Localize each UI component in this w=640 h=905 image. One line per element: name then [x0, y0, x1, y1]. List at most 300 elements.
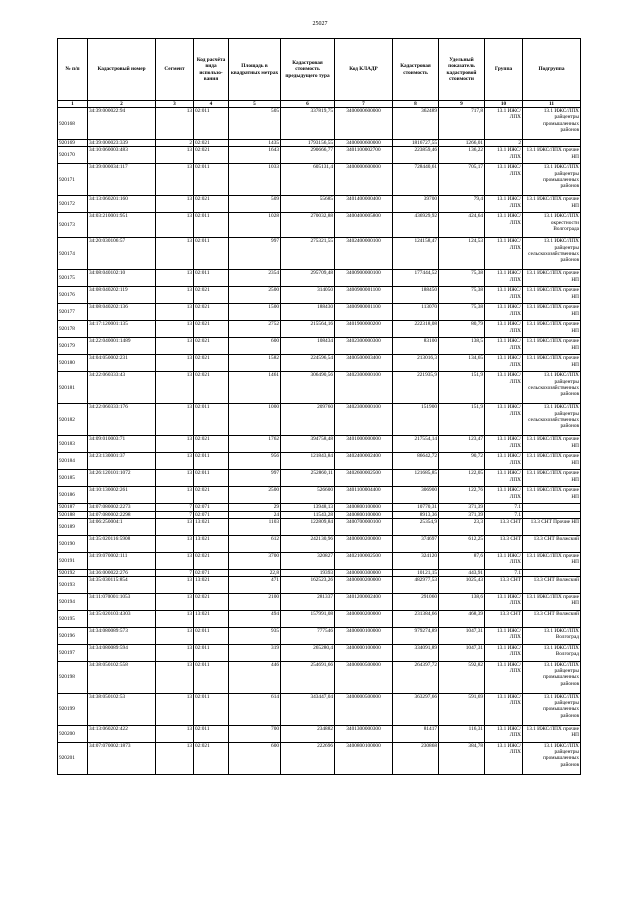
prev-cost-cell: 337819,75	[281, 108, 335, 140]
prev-cost-cell: 234882	[281, 726, 335, 743]
table-row	[58, 694, 581, 726]
specific-cost-cell: 151,9	[439, 372, 485, 404]
cadastral-number-cell: 34:22:060333:43	[88, 372, 156, 404]
table-row	[58, 404, 581, 436]
subgroup-cell: 13.1 ИЖС/ЛПХ райцентры сельскохозяйственных районов	[523, 404, 581, 436]
prev-cost-cell: 394758,48	[281, 436, 335, 453]
area-cell: 505	[229, 108, 281, 140]
subgroup-cell: 13.1 ИЖС/ЛПХ прочие НП	[523, 270, 581, 287]
group-cell: 13.1 ИЖС/ЛПХ	[485, 628, 523, 645]
header-subgroup: Подгруппа	[523, 39, 581, 101]
specific-cost-cell: 122,76	[439, 487, 485, 504]
calc-code-cell: 02:021	[194, 743, 229, 775]
cadastral-number-cell: 34:19:070002:111	[88, 552, 156, 569]
calc-code-cell: 02:011	[194, 238, 229, 270]
segment-cell: 13	[156, 470, 194, 487]
prev-cost-cell: 320827	[281, 552, 335, 569]
column-number: 3	[156, 101, 194, 108]
subgroup-cell	[523, 504, 581, 511]
table-row	[58, 196, 581, 213]
kladr-code-cell: 3400800100000	[335, 504, 393, 511]
specific-cost-cell: 468,39	[439, 611, 485, 628]
cadastral-number-cell: 34:20:030106:57	[88, 238, 156, 270]
column-number: 4	[194, 101, 229, 108]
segment-cell: 13	[156, 487, 194, 504]
cost-cell: 306900	[393, 487, 439, 504]
segment-cell: 13	[156, 164, 194, 196]
group-cell: 7.1	[485, 504, 523, 511]
subgroup-cell: 13.3 СНТ Волжский	[523, 611, 581, 628]
subgroup-cell: 13.1 ИЖС/ЛПХ райцентры промышленных районов	[523, 694, 581, 726]
prev-cost-cell: 242130,96	[281, 535, 335, 552]
area-cell: 1461	[229, 372, 281, 404]
group-cell: 7.1	[485, 569, 523, 576]
header-row	[58, 39, 581, 101]
table-row	[58, 511, 581, 518]
specific-cost-cell: 122,05	[439, 470, 485, 487]
header-group: Группа	[485, 39, 523, 101]
row-number-cell: 920182	[58, 404, 88, 436]
header-cad-number: Кадастровый номер	[88, 39, 156, 101]
prev-cost-cell: 13948,13	[281, 504, 335, 511]
kladr-code-cell: 3402300000100	[335, 372, 393, 404]
cadastral-number-cell: 34:26:120101:1072	[88, 470, 156, 487]
kladr-code-cell: 3400900001100	[335, 287, 393, 304]
segment-cell: 13	[156, 662, 194, 694]
calc-code-cell: 13:021	[194, 518, 229, 535]
cadastral-number-cell: 34:09:010003:71	[88, 436, 156, 453]
area-cell: 1643	[229, 147, 281, 164]
cadastral-number-cell: 34:36:000022:276	[88, 569, 156, 576]
cadastral-number-cell: 34:07:080002:2298	[88, 511, 156, 518]
cadastral-number-cell: 34:06:250004:1	[88, 518, 156, 535]
group-cell: 13.1 ИЖС/ЛПХ	[485, 196, 523, 213]
group-cell: 13.1 ИЖС/ЛПХ	[485, 470, 523, 487]
segment-cell: 13	[156, 535, 194, 552]
prev-cost-cell: 215564,16	[281, 321, 335, 338]
area-cell: 612	[229, 535, 281, 552]
calc-code-cell: 02:021	[194, 196, 229, 213]
cadastral-number-cell: 34:11:070001:1053	[88, 594, 156, 611]
subgroup-cell: 13.1 ИЖС/ЛПХ прочие НП	[523, 355, 581, 372]
specific-cost-cell: 116,31	[439, 726, 485, 743]
subgroup-cell: 13.1 ИЖС/ЛПХ прочие НП	[523, 321, 581, 338]
row-number-cell: 920195	[58, 611, 88, 628]
specific-cost-cell: 384,78	[439, 743, 485, 775]
area-cell: 600	[229, 338, 281, 355]
cost-cell: 291060	[393, 594, 439, 611]
specific-cost-cell: 124,53	[439, 238, 485, 270]
row-number-cell: 920188	[58, 511, 88, 518]
group-cell: 13.1 ИЖС/ЛПХ	[485, 662, 523, 694]
cost-cell: 83100	[393, 338, 439, 355]
kladr-code-cell: 3400000600000	[335, 140, 393, 147]
group-cell: 2	[485, 140, 523, 147]
cadastral-number-cell: 34:35:020116:5908	[88, 535, 156, 552]
cost-cell: 334091,89	[393, 645, 439, 662]
calc-code-cell: 02:021	[194, 321, 229, 338]
kladr-code-cell: 3400000600000	[335, 164, 393, 196]
table-body	[58, 108, 581, 775]
cost-cell: 10770,31	[393, 504, 439, 511]
subgroup-cell	[523, 569, 581, 576]
subgroup-cell: 13.1 ИЖС/ЛПХ прочие НП	[523, 726, 581, 743]
specific-cost-cell: 79,4	[439, 196, 485, 213]
cost-cell: 8913,36	[393, 511, 439, 518]
prev-cost-cell: 55685	[281, 196, 335, 213]
specific-cost-cell: 138,5	[439, 338, 485, 355]
specific-cost-cell: 717,8	[439, 108, 485, 140]
specific-cost-cell: 371,39	[439, 511, 485, 518]
column-number: 7	[335, 101, 393, 108]
row-number-cell: 920192	[58, 569, 88, 576]
specific-cost-cell: 80,79	[439, 321, 485, 338]
cadastral-number-cell: 34:39:000023:339	[88, 140, 156, 147]
subgroup-cell: 13.1 ИЖС/ЛПХ прочие НП	[523, 196, 581, 213]
kladr-code-cell: 3400000500000	[335, 694, 393, 726]
group-cell: 13.1 ИЖС/ЛПХ	[485, 287, 523, 304]
specific-cost-cell: 1266,01	[439, 140, 485, 147]
segment-cell: 13	[156, 611, 194, 628]
group-cell: 13.1 ИЖС/ЛПХ	[485, 164, 523, 196]
kladr-code-cell: 3402300000300	[335, 338, 393, 355]
calc-code-cell: 02:011	[194, 645, 229, 662]
cost-cell: 362489	[393, 108, 439, 140]
table-row	[58, 726, 581, 743]
prev-cost-cell: 162523,26	[281, 577, 335, 594]
prev-cost-cell: 295709,48	[281, 270, 335, 287]
specific-cost-cell: 705,17	[439, 164, 485, 196]
area-cell: 3700	[229, 552, 281, 569]
table-row	[58, 504, 581, 511]
cost-cell: 363297,66	[393, 694, 439, 726]
table-row	[58, 147, 581, 164]
prev-cost-cell: 19393	[281, 569, 335, 576]
header-kladr: Код КЛАДР	[335, 39, 393, 101]
kladr-code-cell: 3402400000100	[335, 238, 393, 270]
group-cell: 13.1 ИЖС/ЛПХ	[485, 726, 523, 743]
row-number-cell: 920194	[58, 594, 88, 611]
area-cell: 1000	[229, 404, 281, 436]
segment-cell: 13	[156, 196, 194, 213]
area-cell: 24	[229, 511, 281, 518]
group-cell: 13.1 ИЖС/ЛПХ	[485, 355, 523, 372]
group-cell: 13.1 ИЖС/ЛПХ	[485, 270, 523, 287]
subgroup-cell: 13.1 ИЖС/ЛПХ окрестности Волгограда	[523, 213, 581, 238]
cost-cell: 436929,92	[393, 213, 439, 238]
table-row	[58, 518, 581, 535]
header-area: Площадь в квадратных метрах	[229, 39, 281, 101]
row-number-cell: 920198	[58, 662, 88, 694]
row-number-cell: 920172	[58, 196, 88, 213]
prev-cost-cell: 1793156,55	[281, 140, 335, 147]
row-number-cell: 920177	[58, 304, 88, 321]
row-number-cell: 920168	[58, 108, 88, 140]
calc-code-cell: 02:021	[194, 372, 229, 404]
subgroup-cell: 13.1 ИЖС/ЛПХ райцентры сельскохозяйственных районов	[523, 238, 581, 270]
calc-code-cell: 02:011	[194, 270, 229, 287]
group-cell: 13.1 ИЖС/ЛПХ	[485, 552, 523, 569]
cadastral-table	[57, 38, 581, 775]
kladr-code-cell: 3400700000100	[335, 518, 393, 535]
page-number: 25027	[312, 21, 328, 27]
table-row	[58, 355, 581, 372]
row-number-cell: 920184	[58, 453, 88, 470]
cost-cell: 10121,15	[393, 569, 439, 576]
segment-cell: 13	[156, 321, 194, 338]
prev-cost-cell: 306490,56	[281, 372, 335, 404]
area-cell: 700	[229, 726, 281, 743]
cost-cell: 979274,89	[393, 628, 439, 645]
kladr-code-cell: 3401100002700	[335, 147, 393, 164]
calc-code-cell: 02:011	[194, 726, 229, 743]
table-row	[58, 487, 581, 504]
segment-cell: 13	[156, 338, 194, 355]
table-row	[58, 453, 581, 470]
cadastral-number-cell: 34:34:080089:594	[88, 645, 156, 662]
area-cell: 935	[229, 628, 281, 645]
table-row	[58, 372, 581, 404]
segment-cell: 13	[156, 453, 194, 470]
segment-cell: 13	[156, 577, 194, 594]
prev-cost-cell: 777546	[281, 628, 335, 645]
table-row	[58, 270, 581, 287]
cost-cell: 121685,85	[393, 470, 439, 487]
area-cell: 1762	[229, 436, 281, 453]
kladr-code-cell: 3401200002400	[335, 594, 393, 611]
calc-code-cell: 02:071	[194, 504, 229, 511]
segment-cell: 7	[156, 511, 194, 518]
cost-cell: 231384,66	[393, 611, 439, 628]
cadastral-number-cell: 34:10:130002:261	[88, 487, 156, 504]
group-cell: 13.1 ИЖС/ЛПХ	[485, 321, 523, 338]
kladr-code-cell: 3400000500000	[335, 662, 393, 694]
area-cell: 997	[229, 470, 281, 487]
area-cell: 2500	[229, 487, 281, 504]
table-row	[58, 611, 581, 628]
cadastral-number-cell: 34:38:050102:558	[88, 662, 156, 694]
specific-cost-cell: 136,22	[439, 147, 485, 164]
subgroup-cell: 13.1 ИЖС/ЛПХ райцентры промышленных районов	[523, 108, 581, 140]
specific-cost-cell: 138,6	[439, 594, 485, 611]
row-number-cell: 920185	[58, 470, 88, 487]
kladr-code-cell: 3401400000400	[335, 196, 393, 213]
cost-cell: 124158,47	[393, 238, 439, 270]
kladr-code-cell: 3402300000100	[335, 404, 393, 436]
area-cell: 1435	[229, 140, 281, 147]
cadastral-number-cell: 34:08:040202:119	[88, 287, 156, 304]
row-number-cell: 920169	[58, 140, 88, 147]
kladr-code-cell: 3402100002500	[335, 552, 393, 569]
cost-cell: 374697	[393, 535, 439, 552]
kladr-code-cell: 3400000600000	[335, 108, 393, 140]
kladr-code-cell: 3401900000200	[335, 321, 393, 338]
row-number-cell: 920186	[58, 487, 88, 504]
prev-cost-cell: 290666,77	[281, 147, 335, 164]
cost-cell: 223859,46	[393, 147, 439, 164]
group-cell: 13.1 ИЖС/ЛПХ	[485, 238, 523, 270]
group-cell: 13.1 ИЖС/ЛПХ	[485, 487, 523, 504]
prev-cost-cell: 188430	[281, 304, 335, 321]
row-number-cell: 920197	[58, 645, 88, 662]
subgroup-cell: 13.1 ИЖС/ЛПХ Волгоград	[523, 645, 581, 662]
area-cell: 2354	[229, 270, 281, 287]
segment-cell: 13	[156, 404, 194, 436]
area-cell: 319	[229, 645, 281, 662]
kladr-code-cell: 3401100004400	[335, 487, 393, 504]
cadastral-number-cell: 34:34:080089:573	[88, 628, 156, 645]
table-row	[58, 213, 581, 238]
subgroup-cell: 13.1 ИЖС/ЛПХ прочие НП	[523, 338, 581, 355]
calc-code-cell: 02:021	[194, 140, 229, 147]
row-number-cell: 920175	[58, 270, 88, 287]
kladr-code-cell: 3400800100000	[335, 743, 393, 775]
cadastral-number-cell: 34:13:060202:422	[88, 726, 156, 743]
segment-cell: 2	[156, 140, 194, 147]
specific-cost-cell: 134,65	[439, 355, 485, 372]
group-cell: 13.1 ИЖС/ЛПХ	[485, 645, 523, 662]
segment-cell: 13	[156, 372, 194, 404]
segment-cell: 7	[156, 569, 194, 576]
calc-code-cell: 13:021	[194, 535, 229, 552]
header-specific: Удельный показатель кадастровой стоимости	[439, 39, 485, 101]
prev-cost-cell: 122809,84	[281, 518, 335, 535]
subgroup-cell: 13.1 ИЖС/ЛПХ прочие НП	[523, 436, 581, 453]
cadastral-number-cell: 34:07:080002:2273	[88, 504, 156, 511]
specific-cost-cell: 1047,31	[439, 628, 485, 645]
row-number-cell: 920171	[58, 164, 88, 196]
kladr-code-cell: 3402400002400	[335, 453, 393, 470]
specific-cost-cell: 424,64	[439, 213, 485, 238]
cadastral-number-cell: 34:10:060003:483	[88, 147, 156, 164]
segment-cell: 13	[156, 726, 194, 743]
group-cell: 13.1 ИЖС/ЛПХ	[485, 436, 523, 453]
segment-cell: 13	[156, 213, 194, 238]
group-cell: 13.3 СНТ	[485, 577, 523, 594]
specific-cost-cell: 151,9	[439, 404, 485, 436]
cost-cell: 177444,52	[393, 270, 439, 287]
subgroup-cell: 13.1 ИЖС/ЛПХ прочие НП	[523, 287, 581, 304]
cost-cell: 728440,61	[393, 164, 439, 196]
column-number: 9	[439, 101, 485, 108]
prev-cost-cell: 209760	[281, 404, 335, 436]
cadastral-number-cell: 34:03:210001:951	[88, 213, 156, 238]
prev-cost-cell: 121843,84	[281, 453, 335, 470]
row-number-cell: 920179	[58, 338, 88, 355]
calc-code-cell: 02:011	[194, 628, 229, 645]
cost-cell: 264397,72	[393, 662, 439, 694]
kladr-code-cell: 3401300000300	[335, 726, 393, 743]
prev-cost-cell: 275321,55	[281, 238, 335, 270]
group-cell: 13.1 ИЖС/ЛПХ	[485, 213, 523, 238]
kladr-code-cell: 3400500003400	[335, 355, 393, 372]
cost-cell: 1816727,55	[393, 140, 439, 147]
table-row	[58, 662, 581, 694]
segment-cell: 13	[156, 304, 194, 321]
group-cell: 13.1 ИЖС/ЛПХ	[485, 108, 523, 140]
kladr-code-cell: 3400400005800	[335, 213, 393, 238]
segment-cell: 13	[156, 287, 194, 304]
subgroup-cell	[523, 140, 581, 147]
subgroup-cell: 13.1 ИЖС/ЛПХ райцентры сельскохозяйственных районов	[523, 372, 581, 404]
subgroup-cell: 13.1 ИЖС/ЛПХ прочие НП	[523, 304, 581, 321]
specific-cost-cell: 1047,31	[439, 645, 485, 662]
group-cell: 13.1 ИЖС/ЛПХ	[485, 694, 523, 726]
area-cell: 471	[229, 577, 281, 594]
subgroup-cell: 13.3 СНТ Волжский	[523, 535, 581, 552]
segment-cell: 13	[156, 645, 194, 662]
kladr-code-cell: 3400000200000	[335, 577, 393, 594]
table-row	[58, 304, 581, 321]
area-cell: 1033	[229, 164, 281, 196]
group-cell: 7.1	[485, 511, 523, 518]
calc-code-cell: 02:021	[194, 594, 229, 611]
cadastral-number-cell: 34:17:120001:135	[88, 321, 156, 338]
cost-cell: 213016,3	[393, 355, 439, 372]
area-cell: 2500	[229, 287, 281, 304]
row-number-cell: 920200	[58, 726, 88, 743]
cost-cell: 217554,14	[393, 436, 439, 453]
row-number-cell: 920181	[58, 372, 88, 404]
row-number-cell: 920180	[58, 355, 88, 372]
calc-code-cell: 02:011	[194, 694, 229, 726]
area-cell: 1103	[229, 518, 281, 535]
cost-cell: 25354,9	[393, 518, 439, 535]
row-number-cell: 920199	[58, 694, 88, 726]
calc-code-cell: 02:011	[194, 164, 229, 196]
table-row	[58, 743, 581, 775]
column-number: 8	[393, 101, 439, 108]
prev-cost-cell: 157991,08	[281, 611, 335, 628]
group-cell: 13.1 ИЖС/ЛПХ	[485, 453, 523, 470]
group-cell: 13.3 СНТ	[485, 535, 523, 552]
subgroup-cell: 13.1 ИЖС/ЛПХ райцентры промышленных районов	[523, 662, 581, 694]
header-cost: Кадастровая стоимость	[393, 39, 439, 101]
column-number: 1	[58, 101, 88, 108]
subgroup-cell: 13.1 ИЖС/ЛПХ прочие НП	[523, 487, 581, 504]
cadastral-number-cell: 34:04:050002:231	[88, 355, 156, 372]
kladr-code-cell: 3400800100000	[335, 511, 393, 518]
table-row	[58, 569, 581, 576]
segment-cell: 13	[156, 743, 194, 775]
segment-cell: 13	[156, 628, 194, 645]
segment-cell: 13	[156, 238, 194, 270]
specific-cost-cell: 123,47	[439, 436, 485, 453]
column-number: 5	[229, 101, 281, 108]
row-number-cell: 920196	[58, 628, 88, 645]
area-cell: 1500	[229, 304, 281, 321]
table-row	[58, 321, 581, 338]
cadastral-number-cell: 34:08:040102:10	[88, 270, 156, 287]
prev-cost-cell: 605131,4	[281, 164, 335, 196]
row-number-cell: 920189	[58, 518, 88, 535]
prev-cost-cell: 270032,88	[281, 213, 335, 238]
table-row	[58, 577, 581, 594]
cost-cell: 221935,9	[393, 372, 439, 404]
cadastral-number-cell: 34:13:060201:160	[88, 196, 156, 213]
area-cell: 1028	[229, 213, 281, 238]
subgroup-cell: 13.1 ИЖС/ЛПХ райцентры промышленных районов	[523, 743, 581, 775]
prev-cost-cell: 254691,66	[281, 662, 335, 694]
specific-cost-cell: 592,82	[439, 662, 485, 694]
cost-cell: 222318,08	[393, 321, 439, 338]
specific-cost-cell: 591,69	[439, 694, 485, 726]
column-number: 6	[281, 101, 335, 108]
segment-cell: 13	[156, 108, 194, 140]
specific-cost-cell: 371,39	[439, 504, 485, 511]
segment-cell: 13	[156, 355, 194, 372]
subgroup-cell: 13.3 СНТ Волжский	[523, 577, 581, 594]
